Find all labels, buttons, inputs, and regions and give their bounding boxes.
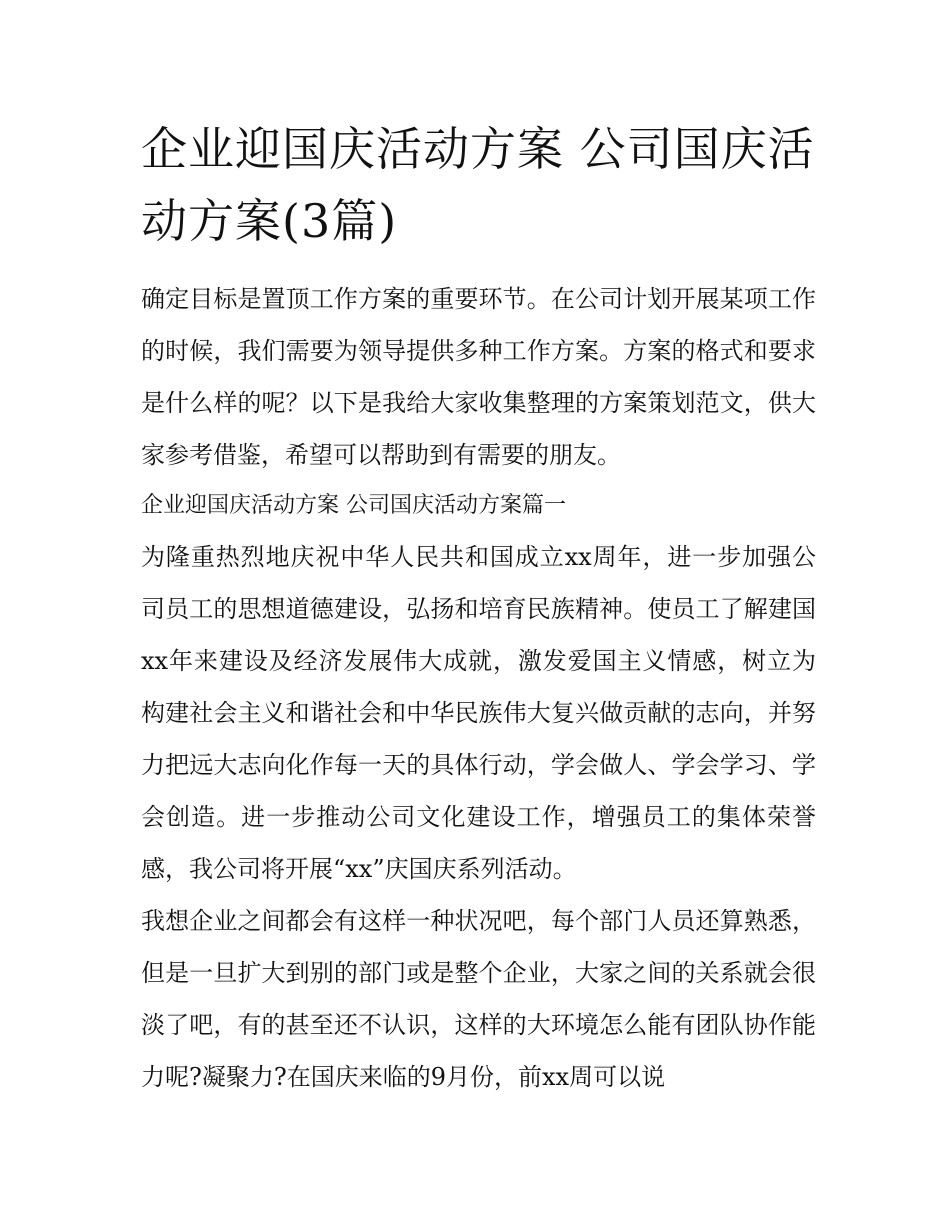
intro-paragraph: 确定目标是置顶工作方案的重要环节。在公司计划开展某项工作的时候，我们需要为领导提供多种工作方案。方案的格式和要求是什么样的呢？以下是我给大家收集整理的方案策划范文，供大家参考借鉴，希望可以帮助到有需要的朋友。 (141, 285, 816, 469)
body-paragraph-2: 我想企业之间都会有这样一种状况吧，每个部门人员还算熟悉，但是一旦扩大到别的部门或是整个企业，大家之间的关系就会很淡了吧，有的甚至还不认识，这样的大环境怎么能有团队协作能力呢?凝聚力?在国庆来临的9月份，前xx周可以说 (141, 907, 816, 1091)
section-heading: 企业迎国庆活动方案 公司国庆活动方案篇一 (141, 493, 566, 518)
document-page (141, 113, 816, 1103)
document-title: 企业迎国庆活动方案 公司国庆活动方案(3篇) (141, 122, 815, 248)
body-paragraph-1: 为隆重热烈地庆祝中华人民共和国成立xx周年，进一步加强公司员工的思想道德建设，弘扬和培育民族精神。使员工了解建国xx年来建设及经济发展伟大成就，激发爱国主义情感，树立为构建社会主义和谐社会和中华民族伟大复兴做贡献的志向，并努力把远大志向化作每一天的具体行动，学会做人、学会学习、学会创造。进一步推动公司文化建设工作，增强员工的集体荣誉感，我公司将开展“xx”庆国庆系列活动。 (141, 543, 816, 883)
